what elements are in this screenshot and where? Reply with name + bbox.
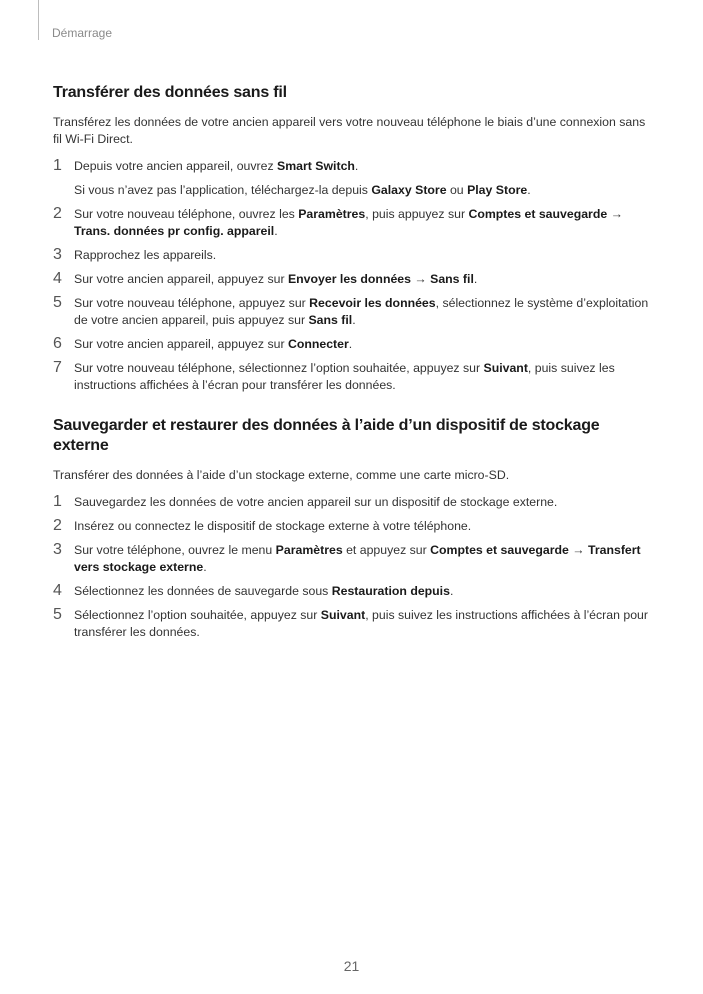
step-number: 4 xyxy=(53,270,62,287)
step-subnote xyxy=(74,182,650,199)
ui-term: Trans. données pr config. appareil xyxy=(74,224,275,238)
step-number: 3 xyxy=(53,246,62,263)
step-text-run: → xyxy=(568,543,589,557)
header-rule xyxy=(38,0,39,40)
step-text xyxy=(74,583,650,600)
steps-list xyxy=(53,494,650,641)
step-number: 1 xyxy=(53,157,62,174)
ui-term: Transfert vers stockage externe xyxy=(74,543,641,574)
section-title: Transférer des données sans fil xyxy=(53,84,287,101)
step-text-run: , sélectionnez le système d’exploitation de votre ancien appareil, puis appuyez sur xyxy=(74,296,649,327)
step-number: 2 xyxy=(53,205,62,222)
steps-list xyxy=(53,158,650,394)
step-text-run: → xyxy=(607,207,623,221)
step-text-run: Depuis votre ancien appareil, ouvrez xyxy=(74,159,278,173)
step-text-run: . xyxy=(473,272,478,286)
section-intro: Transférer des données à l’aide d’un stockage externe, comme une carte micro-SD. xyxy=(53,468,510,482)
section-wireless-transfer xyxy=(53,83,650,394)
ui-term: Galaxy Store xyxy=(371,183,447,197)
section-external-storage xyxy=(53,416,650,641)
ui-term: Paramètres xyxy=(298,207,366,221)
step-text-run: Sauvegardez les données de votre ancien appareil sur un dispositif de stockage externe. xyxy=(74,495,558,509)
step-item xyxy=(53,295,650,329)
ui-term: Restauration depuis xyxy=(331,584,450,598)
step-number: 3 xyxy=(53,541,62,558)
ui-term: Suivant xyxy=(320,608,366,622)
step-text-run: . xyxy=(527,183,531,197)
ui-term: Sans fil xyxy=(430,272,474,286)
ui-term: Comptes et sauvegarde xyxy=(430,543,569,557)
step-text xyxy=(74,518,650,535)
step-text-run: Sur votre téléphone, ouvrez le menu xyxy=(74,543,276,557)
step-text-run: Rapprochez les appareils. xyxy=(74,248,217,262)
step-text-run: Sur votre nouveau téléphone, sélectionnez l’option souhaitée, appuyez sur xyxy=(74,361,484,375)
step-text-run: Sur votre ancien appareil, appuyez sur xyxy=(74,272,288,286)
step-text-run: Sur votre nouveau téléphone, appuyez sur xyxy=(74,296,310,310)
step-text-run: , puis appuyez sur xyxy=(365,207,469,221)
step-number: 5 xyxy=(53,294,62,311)
step-text xyxy=(74,247,650,264)
main-content xyxy=(53,83,650,648)
step-item xyxy=(53,542,650,576)
ui-term: Connecter xyxy=(287,337,349,351)
step-text xyxy=(74,158,650,175)
step-text-run: . xyxy=(354,159,359,173)
ui-term: Suivant xyxy=(483,361,528,375)
step-text xyxy=(74,271,650,288)
ui-term: Recevoir les données xyxy=(309,296,436,310)
ui-term: Comptes et sauvegarde xyxy=(468,207,608,221)
step-item xyxy=(53,518,650,535)
ui-term: Sans fil xyxy=(308,313,353,327)
step-text-run: . xyxy=(348,337,353,351)
step-text-run: Sélectionnez l’option souhaitée, appuyez sur xyxy=(74,608,321,622)
ui-term: Envoyer les données xyxy=(287,272,411,286)
step-text-run: . xyxy=(274,224,278,238)
header-section-label: Démarrage xyxy=(52,26,113,40)
step-item xyxy=(53,494,650,511)
step-text xyxy=(74,336,650,353)
step-text xyxy=(74,542,650,576)
step-item xyxy=(53,336,650,353)
step-text-run: , puis suivez les instructions affichées à l’écran pour transférer les données. xyxy=(74,361,615,392)
step-text-run: Sur votre ancien appareil, appuyez sur xyxy=(74,337,288,351)
step-text-run: Si vous n’avez pas l’application, téléchargez-la depuis xyxy=(74,183,372,197)
step-item xyxy=(53,158,650,199)
step-item xyxy=(53,271,650,288)
step-text xyxy=(74,494,650,511)
step-text-run: . xyxy=(449,584,454,598)
page-number: 21 xyxy=(343,958,360,974)
step-number: 7 xyxy=(53,359,62,376)
step-text-run: et appuyez sur xyxy=(342,543,431,557)
step-item xyxy=(53,247,650,264)
step-text-run: . xyxy=(203,560,207,574)
section-intro: Transférez les données de votre ancien appareil vers votre nouveau téléphone le biais d’une connexion sans fil Wi-Fi Direct. xyxy=(53,115,646,146)
step-text xyxy=(74,206,650,240)
step-text-run: , puis suivez les instructions affichées à l’écran pour transférer les données. xyxy=(74,608,648,639)
step-item xyxy=(53,583,650,600)
step-text-run: . xyxy=(352,313,356,327)
step-number: 5 xyxy=(53,606,62,623)
ui-term: Paramètres xyxy=(275,543,343,557)
step-text-run: ou xyxy=(446,183,468,197)
step-number: 2 xyxy=(53,517,62,534)
step-text xyxy=(74,360,650,394)
step-item xyxy=(53,206,650,240)
section-title: Sauvegarder et restaurer des données à l’aide d’un dispositif de stockage externe xyxy=(53,417,600,454)
step-text-run: Sur votre nouveau téléphone, ouvrez les xyxy=(74,207,299,221)
step-number: 1 xyxy=(53,493,62,510)
step-text-run: → xyxy=(410,272,431,286)
step-item xyxy=(53,607,650,641)
step-number: 4 xyxy=(53,582,62,599)
step-text-run: Insérez ou connectez le dispositif de stockage externe à votre téléphone. xyxy=(74,519,472,533)
step-text xyxy=(74,295,650,329)
step-number: 6 xyxy=(53,335,62,352)
step-item xyxy=(53,360,650,394)
ui-term: Play Store xyxy=(467,183,528,197)
ui-term: Smart Switch xyxy=(277,159,355,173)
step-text xyxy=(74,607,650,641)
step-text-run: Sélectionnez les données de sauvegarde sous xyxy=(74,584,332,598)
